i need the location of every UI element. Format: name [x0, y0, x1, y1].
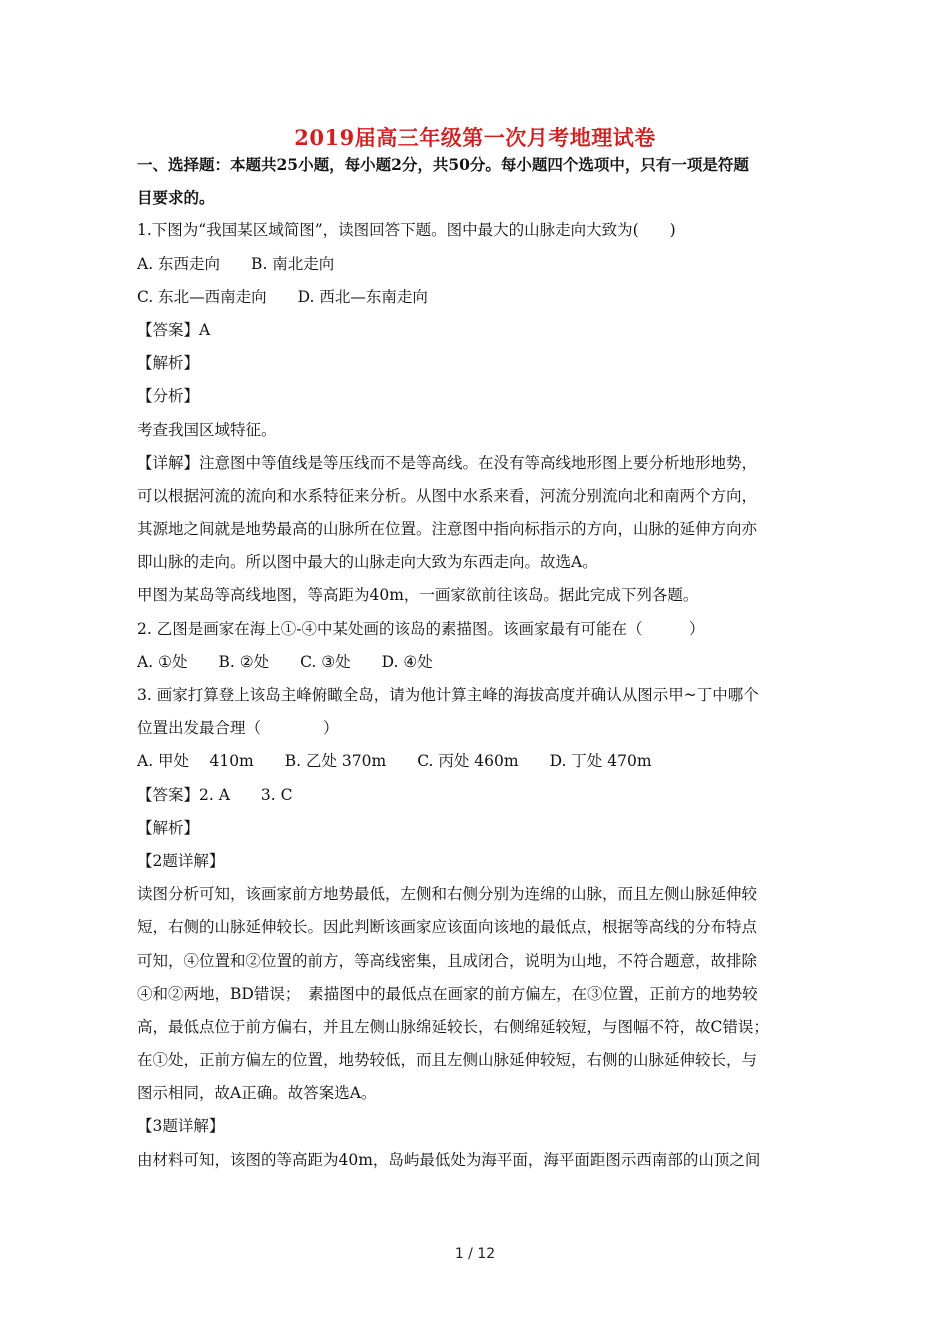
text-line: 高，最低点位于前方偏右，并且左侧山脉绵延较长，右侧绵延较短，与图幅不符，故C错误；: [137, 1017, 769, 1036]
text-line: ④和②两地，BD错误； 素描图中的最低点在画家的前方偏左，在③位置，正前方的地势较: [137, 984, 758, 1003]
text-line: 【详解】注意图中等值线是等压线而不是等高线。在没有等高线地形图上要分析地形地势，: [137, 453, 758, 472]
text-line: 【解析】: [137, 354, 200, 373]
text-line: 短，右侧的山脉延伸较长。因此判断该画家应该面向该地的最低点，根据等高线的分布特点: [137, 918, 758, 937]
text-line: A. ①处 B. ②处 C. ③处 D. ④处: [137, 652, 433, 671]
text-line: 【2题详解】: [137, 851, 225, 870]
text-line: 【3题详解】: [137, 1117, 225, 1136]
text-line: 3. 画家打算登上该岛主峰俯瞰全岛，请为他计算主峰的海拔高度并确认从图示甲~丁中哪个: [137, 686, 759, 704]
text-line: 【答案】2. A 3. C: [137, 785, 293, 804]
text-line: A. 东西走向 B. 南北走向: [137, 254, 335, 273]
text-line: 【分析】: [137, 387, 200, 406]
text-line: 考查我国区域特征。: [137, 420, 277, 439]
page-number: 1 / 12: [454, 1246, 496, 1262]
text-line: 图示相同，故A正确。故答案选A。: [137, 1084, 377, 1103]
text-line: 一、选择题：本题共25小题，每小题2分，共50分。每小题四个选项中，只有一项是符题: [137, 155, 749, 174]
text-line: C. 东北—西南走向 D. 西北—东南走向: [137, 287, 428, 306]
text-line: 可以根据河流的流向和水系特征来分析。从图中水系来看，河流分别流向北和南两个方向，: [137, 486, 758, 505]
text-line: 2. 乙图是画家在海上①-④中某处画的该岛的素描图。该画家最有可能在（ ）: [137, 619, 705, 638]
document-body: [137, 148, 827, 1177]
text-line: 甲图为某岛等高线地图，等高距为40m，一画家欲前往该岛。据此完成下列各题。: [137, 586, 699, 605]
text-line: 其源地之间就是地势最高的山脉所在位置。注意图中指向标指示的方向，山脉的延伸方向亦: [137, 520, 758, 539]
text-line: A. 甲处 410m B. 乙处 370m C. 丙处 460m D. 丁处 470m: [137, 752, 652, 771]
text-line: 在①处，正前方偏左的位置，地势较低，而且左侧山脉延伸较短，右侧的山脉延伸较长，与: [137, 1051, 758, 1070]
text-line: 目要求的。: [137, 188, 215, 208]
text-line: 读图分析可知，该画家前方地势最低，左侧和右侧分别为连绵的山脉，而且左侧山脉延伸较: [137, 885, 758, 904]
text-line: 位置出发最合理（ ）: [137, 719, 339, 738]
text-line: 【解析】: [137, 818, 200, 837]
text-line: 即山脉的走向。所以图中最大的山脉走向大致为东西走向。故选A。: [137, 553, 598, 572]
text-line: 可知，④位置和②位置的前方，等高线密集，且成闭合，说明为山地，不符合题意，故排除: [137, 951, 758, 970]
text-line: 1.下图为“我国某区域简图”，读图回答下题。图中最大的山脉走向大致为( ): [137, 221, 676, 240]
text-line: 【答案】A: [137, 320, 211, 339]
page-title: 2019届高三年级第一次月考地理试卷: [294, 125, 656, 150]
text-line: 由材料可知，该图的等高距为40m，岛屿最低处为海平面，海平面距图示西南部的山顶之间: [137, 1150, 761, 1169]
